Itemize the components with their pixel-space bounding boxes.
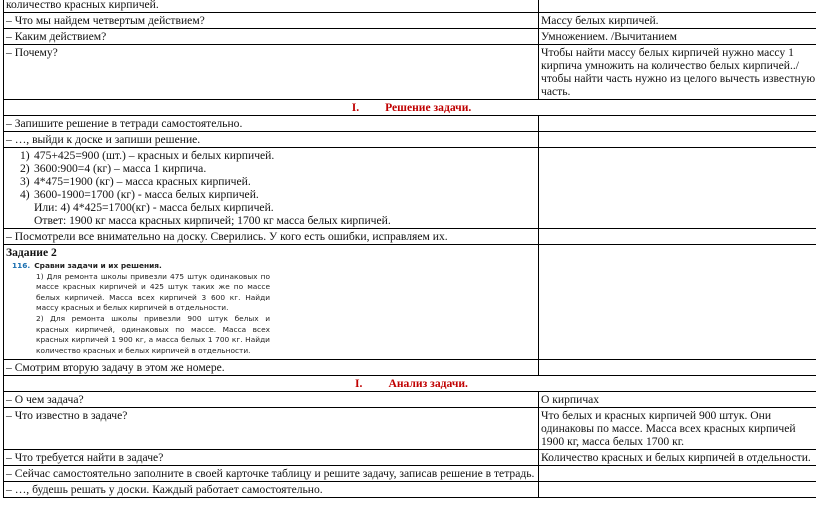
student-cell — [539, 482, 816, 498]
solution-step: 4) 3600-1900=1700 (кг) - масса белых кирпичей. — [20, 188, 259, 201]
section-row-solution — [4, 100, 816, 116]
table-row — [4, 116, 816, 132]
section-number: I. — [351, 101, 360, 114]
section-number: I. — [355, 377, 363, 391]
table-row — [4, 408, 816, 450]
teacher-cell: – О чем задача? — [4, 392, 539, 408]
exercise-problem-1: 1) Для ремонта школы привезли 475 штук одинаковых по массе красных кирпичей и 425 штук таких же по массе белых кирпичей. Масса всех кирпичей 3 600 кг. Найди массу красных и белых кирпичей в отдельности. — [36, 271, 270, 313]
student-cell: Что белых и красных кирпичей 900 штук. Они одинаковы по массе. Масса всех красных кирпичей 1900 кг, масса белых 1700 кг. — [539, 408, 816, 450]
teacher-cell: – Что известно в задаче? — [4, 408, 539, 450]
task2-cell — [4, 245, 539, 360]
student-cell — [539, 0, 816, 13]
student-cell — [539, 132, 816, 148]
lesson-document — [3, 0, 816, 498]
teacher-cell: – Что мы найдем четвертым действием? — [4, 13, 539, 29]
exercise-problem-2: 2) Для ремонта школы привезли 900 штук белых и красных кирпичей, одинаковых по массе. Масса всех красных кирпичей 1 900 кг, а масса белых 1 700 кг. Найди количество красных и белых кирпичей в отдельности. — [36, 313, 270, 355]
solution-step: 2) 3600:900=4 (кг) – масса 1 кирпича. — [20, 162, 207, 175]
student-cell — [539, 148, 816, 229]
solution-row — [4, 148, 816, 229]
section-heading — [4, 100, 816, 116]
student-cell — [539, 245, 816, 360]
teacher-cell: – Каким действием? — [4, 29, 539, 45]
table-row — [4, 392, 816, 408]
solution-alternative: Или: 4) 4*425=1700(кг) - масса белых кирпичей. — [34, 201, 274, 214]
section-row-analysis — [4, 376, 816, 392]
student-cell: О кирпичах — [539, 392, 816, 408]
solution-answer: Ответ: 1900 кг масса красных кирпичей; 1700 кг масса белых кирпичей. — [34, 214, 391, 227]
teacher-cell: – Почему? — [4, 45, 539, 100]
student-cell — [539, 229, 816, 245]
student-cell — [539, 360, 816, 376]
textbook-excerpt — [12, 261, 270, 356]
student-cell: Чтобы найти массу белых кирпичей нужно массу 1 кирпича умножить на количество белых кирпичей../чтобы найти часть нужно из целого вычесть известную часть. — [539, 45, 816, 100]
student-cell: Массу белых кирпичей. — [539, 13, 816, 29]
solution-step: 1) 475+425=900 (шт.) – красных и белых кирпичей. — [20, 149, 275, 162]
table-row — [4, 450, 816, 466]
teacher-cell: количество красных кирпичей. — [4, 0, 539, 13]
teacher-cell: – Смотрим вторую задачу в этом же номере. — [4, 360, 539, 376]
task2-title: Задание 2 — [6, 246, 57, 259]
section-title: Решение задачи. — [385, 101, 472, 114]
teacher-cell: – …, будешь решать у доски. Каждый работает самостоятельно. — [4, 482, 539, 498]
section-title: Анализ задачи. — [388, 377, 468, 391]
teacher-cell: – …, выйди к доске и запиши решение. — [4, 132, 539, 148]
student-cell — [539, 466, 816, 482]
student-cell — [539, 116, 816, 132]
table-row — [4, 0, 816, 13]
table-row — [4, 132, 816, 148]
solution-cell — [4, 148, 539, 229]
exercise-heading: Сравни задачи и их решения. — [34, 261, 162, 270]
table-row — [4, 45, 816, 100]
teacher-cell: – Посмотрели все внимательно на доску. Сверились. У кого есть ошибки, исправляем их. — [4, 229, 539, 245]
table-row — [4, 29, 816, 45]
student-cell: Умножением. /Вычитанием — [539, 29, 816, 45]
teacher-cell: – Что требуется найти в задаче? — [4, 450, 539, 466]
table-row — [4, 229, 816, 245]
table-row — [4, 482, 816, 498]
solution-step: 3) 4*475=1900 (кг) – масса красных кирпичей. — [20, 175, 251, 188]
teacher-cell: – Запишите решение в тетради самостоятельно. — [4, 116, 539, 132]
exercise-number: 116. — [12, 261, 31, 270]
table-row — [4, 13, 816, 29]
solution-steps — [6, 149, 536, 201]
teacher-cell: – Сейчас самостоятельно заполните в своей карточке таблицу и решите задачу, записав решение в тетрадь. — [4, 466, 539, 482]
lesson-table — [3, 0, 816, 498]
section-heading — [4, 376, 816, 392]
table-row — [4, 466, 816, 482]
table-row — [4, 360, 816, 376]
task2-row — [4, 245, 816, 360]
student-cell: Количество красных и белых кирпичей в отдельности. — [539, 450, 816, 466]
